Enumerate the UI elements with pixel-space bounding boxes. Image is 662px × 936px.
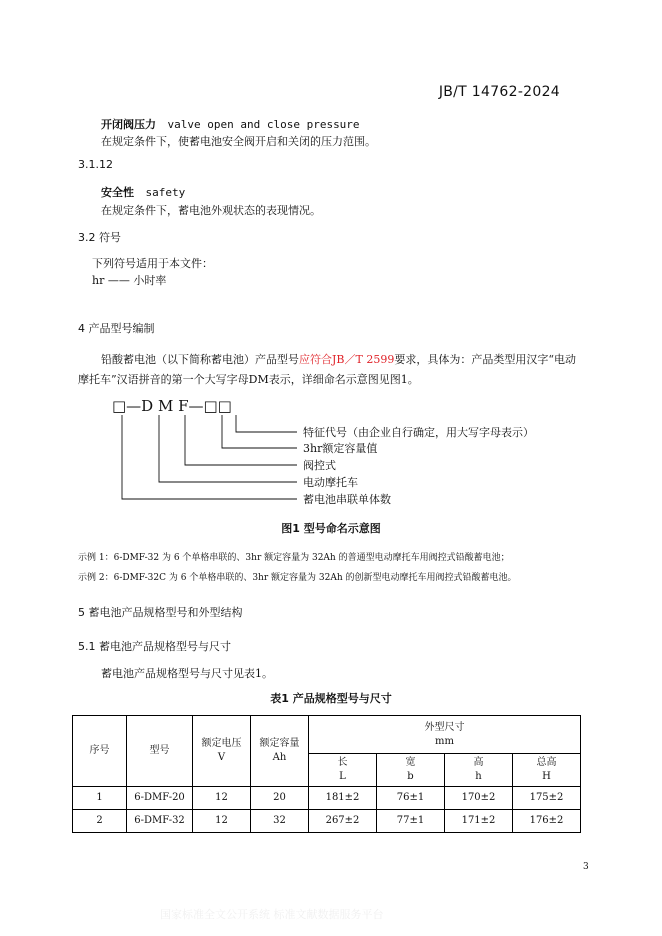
term-cn: 安全性 — [101, 186, 134, 199]
example-1: 示例 1：6-DMF-32 为 6 个单格串联的、3hr 额定容量为 32Ah 的普通型电动摩托车用阀控式铅酸蓄电池； — [78, 553, 510, 563]
header-width — [377, 754, 445, 787]
header-capacity — [251, 716, 309, 787]
standard-reference-link[interactable]: 应符合JB／T 2599 — [299, 353, 395, 366]
page-number: 3 — [583, 862, 589, 872]
cell-voltage: 12 — [193, 810, 251, 833]
dim-symbol: H — [542, 771, 551, 782]
cell-model: 6-DMF-20 — [127, 787, 193, 810]
header-total-height — [513, 754, 581, 787]
cell-capacity: 32 — [251, 810, 309, 833]
text-run: 铅酸蓄电池（以下简称蓄电池）产品型号 — [101, 353, 299, 366]
cell-height: 170±2 — [445, 787, 513, 810]
subsection-heading: 5.1 蓄电池产品规格型号与尺寸 — [78, 640, 231, 653]
header-length — [309, 754, 377, 787]
diagram-label-capacity: 3hr额定容量值 — [303, 442, 378, 455]
dim-symbol: h — [475, 771, 482, 782]
clause-number: 3.1.12 — [78, 158, 113, 171]
diagram-label-motorcycle: 电动摩托车 — [303, 476, 358, 489]
header-dimensions-unit: mm — [435, 735, 454, 747]
diagram-label-cells: 蓄电池串联单体数 — [303, 493, 391, 506]
diagram-code: □—D M F—□□ — [112, 397, 232, 415]
dim-name: 高 — [473, 757, 484, 768]
cell-seq: 2 — [73, 810, 127, 833]
cell-voltage: 12 — [193, 787, 251, 810]
dim-name: 总高 — [536, 757, 557, 768]
table-caption: 表1 产品规格型号与尺寸 — [270, 692, 392, 705]
cell-total-height: 176±2 — [513, 810, 581, 833]
term-en: safety — [145, 186, 186, 199]
cell-height: 171±2 — [445, 810, 513, 833]
symbol-hr: hr —— 小时率 — [92, 274, 167, 287]
paragraph-line: 摩托车”汉语拼音的第一个大写字母DM表示，详细命名示意图见图1。 — [78, 373, 419, 386]
header-voltage — [193, 716, 251, 787]
table-row — [73, 787, 581, 810]
cell-model: 6-DMF-32 — [127, 810, 193, 833]
table-row — [73, 810, 581, 833]
term-valve-pressure — [101, 116, 360, 132]
dim-name: 宽 — [405, 757, 416, 768]
cell-length: 181±2 — [309, 787, 377, 810]
figure-caption: 图1 型号命名示意图 — [281, 522, 381, 535]
header-dimensions-label: 外型尺寸 — [424, 721, 465, 733]
cell-total-height: 175±2 — [513, 787, 581, 810]
header-model: 型号 — [127, 716, 193, 787]
text-run: 要求，具体为：产品类型用汉字“电动 — [394, 353, 576, 366]
dim-name: 长 — [337, 757, 348, 768]
term-safety — [101, 184, 185, 200]
section-heading: 4 产品型号编制 — [78, 322, 155, 335]
document-code: JB/T 14762-2024 — [438, 84, 560, 100]
header-voltage-unit: V — [217, 752, 226, 763]
cell-width: 77±1 — [377, 810, 445, 833]
section-heading: 3.2 符号 — [78, 231, 121, 244]
cell-capacity: 20 — [251, 787, 309, 810]
dim-symbol: b — [407, 771, 414, 782]
diagram-label-feature: 特征代号（由企业自行确定，用大写字母表示） — [303, 426, 534, 439]
symbols-intro: 下列符号适用于本文件： — [92, 257, 213, 270]
header-height — [445, 754, 513, 787]
cell-seq: 1 — [73, 787, 127, 810]
term-definition: 在规定条件下，蓄电池外观状态的表现情况。 — [101, 204, 321, 217]
header-capacity-label: 额定容量 — [259, 738, 300, 749]
term-definition: 在规定条件下，使蓄电池安全阀开启和关闭的压力范围。 — [101, 135, 376, 148]
paragraph: 蓄电池产品规格型号与尺寸见表1。 — [101, 667, 273, 680]
naming-diagram — [112, 395, 552, 513]
cell-length: 267±2 — [309, 810, 377, 833]
header-dimensions — [309, 716, 581, 754]
footer-watermark: 国家标准全文公开系统 标准文献数据服务平台 — [160, 908, 384, 921]
term-cn: 开闭阀压力 — [101, 118, 156, 131]
paragraph-line — [101, 351, 576, 367]
header-seq: 序号 — [73, 716, 127, 787]
term-en: valve open and close pressure — [167, 118, 360, 131]
cell-width: 76±1 — [377, 787, 445, 810]
diagram-label-valve: 阀控式 — [303, 459, 336, 472]
spec-table — [72, 715, 581, 833]
header-voltage-label: 额定电压 — [201, 738, 242, 749]
header-capacity-unit: Ah — [272, 752, 287, 763]
diagram-leader-lines — [122, 415, 297, 499]
section-heading: 5 蓄电池产品规格型号和外型结构 — [78, 606, 243, 619]
dim-symbol: L — [339, 771, 346, 782]
example-2: 示例 2：6-DMF-32C 为 6 个单格串联的、3hr 额定容量为 32Ah 的创新型电动摩托车用阀控式铅酸蓄电池。 — [78, 573, 517, 583]
